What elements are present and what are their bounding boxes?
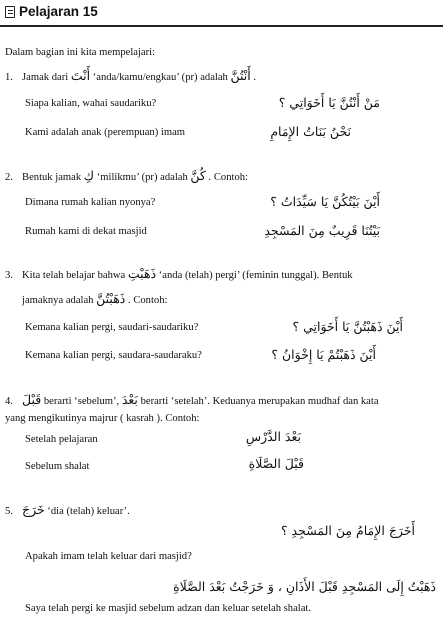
- section-1-example-2-ar: نَحْنُ بَنَاتُ الإِمَامِ: [270, 124, 351, 139]
- section-4-heading-line-2: yang mengikutinya majrur ( kasrah ). Contoh:: [5, 413, 200, 424]
- section-5-sentence-id: Saya telah pergi ke masjid sebelum adzan dan keluar setelah shalat.: [25, 603, 312, 614]
- section-1-text-post: .: [253, 72, 257, 83]
- section-5-question-id: Apakah imam telah keluar dari masjid?: [25, 551, 192, 562]
- section-5-heading: [5, 502, 130, 517]
- section-4-text-mid-2: berarti ‘setelah’. Keduanya merupakan mudhaf dan kata: [140, 396, 379, 407]
- section-4-arabic-word-1: قَبْلَ: [22, 392, 42, 407]
- intro-text: Dalam bagian ini kita mempelajari:: [5, 47, 156, 58]
- section-2-text-mid: ‘milikmu’ (pr) adalah: [96, 172, 188, 183]
- section-1-heading: [5, 68, 256, 83]
- section-1-example-2-id: Kami adalah anak (perempuan) imam: [25, 127, 186, 138]
- section-3-text-line2-post: . Contoh:: [128, 295, 168, 306]
- section-1-arabic-plural: أَنْتُنَّ: [230, 68, 251, 83]
- section-3-example-2-id: Kemana kalian pergi, saudara-saudaraku?: [25, 350, 202, 361]
- section-4-arabic-word-2: بَعْدَ: [121, 392, 138, 407]
- section-4-example-1-ar: بَعْدَ الدَّرْسِ: [245, 429, 301, 444]
- section-3-example-1-id: Kemana kalian pergi, saudari-saudariku?: [25, 322, 199, 333]
- section-3-arabic-word: ذَهَبْتِ: [127, 266, 157, 281]
- section-1-example-1-id: Siapa kalian, wahai saudariku?: [25, 98, 157, 109]
- section-4-example-1-id: Setelah pelajaran: [25, 434, 98, 445]
- section-4-heading-line-1: [5, 392, 379, 407]
- section-1-number: 1.: [5, 72, 13, 83]
- section-2-text-pre: Bentuk jamak: [22, 172, 82, 183]
- section-2-example-1-id: Dimana rumah kalian nyonya?: [25, 197, 156, 208]
- section-4-example-2-id: Sebelum shalat: [25, 461, 90, 472]
- section-2-example-1-ar: أَيْنَ بَيْتُكُنَّ يَا سَيِّدَاتُ ؟: [270, 194, 380, 209]
- section-3-example-1-ar: أَيْنَ ذَهَبْتُنَّ يَا أَخَوَاتِي ؟: [292, 319, 403, 334]
- section-2-text-post: . Contoh:: [208, 172, 248, 183]
- page-title: [5, 4, 98, 19]
- section-4-example-2-ar: قَبْلَ الصَّلَاةِ: [248, 456, 304, 471]
- section-2-heading: [5, 168, 248, 183]
- section-5-arabic-word: خَرَجَ: [22, 502, 45, 517]
- section-5-text-mid: ‘dia (telah) keluar’.: [47, 506, 130, 517]
- section-2-arabic-word: كِ: [83, 168, 95, 183]
- section-1-example-1-ar: مَنْ أَنْتُنَّ يَا أَخَوَاتِي ؟: [278, 95, 380, 110]
- section-3-example-2-ar: أَيْنَ ذَهَبْتُمْ يَا إِخْوَانُ ؟: [271, 347, 376, 362]
- section-2-number: 2.: [5, 172, 13, 183]
- section-4-number: 4.: [5, 396, 13, 407]
- section-5-number: 5.: [5, 506, 13, 517]
- section-3-heading-line-2: [22, 291, 167, 306]
- section-3-heading-line-1: [5, 266, 353, 281]
- section-5-sentence-ar: ذَهَبْتُ إِلَى المَسْجِدِ قَبْلَ الأَذَانِ ، وَ خَرَجْتُ بَعْدَ الصَّلَاةِ: [173, 579, 436, 594]
- section-4-text-mid-1: berarti ‘sebelum’,: [43, 396, 120, 407]
- document-icon: [5, 6, 15, 18]
- section-2-example-2-ar: بَيْتُنَا قَرِيبٌ مِنَ المَسْجِدِ: [264, 223, 380, 238]
- section-5-question-ar: أَخَرَجَ الإِمَامُ مِنَ المَسْجِدِ ؟: [280, 523, 415, 538]
- section-3-text-line2-pre: jamaknya adalah: [22, 295, 94, 306]
- section-2-arabic-plural: كُنَّ: [190, 168, 206, 183]
- page-title-text: Pelajaran 15: [19, 4, 98, 19]
- section-3-number: 3.: [5, 270, 13, 281]
- section-1-text-pre: Jamak dari: [22, 72, 69, 83]
- section-1-text-mid: ‘anda/kamu/engkau’ (pr) adalah: [92, 72, 228, 83]
- title-divider: [0, 25, 443, 27]
- section-2-example-2-id: Rumah kami di dekat masjid: [25, 226, 147, 237]
- section-3-text-pre: Kita telah belajar bahwa: [22, 270, 126, 281]
- section-3-arabic-plural: ذَهَبْتُنَّ: [96, 291, 126, 306]
- section-1-arabic-word: أَنْتَ: [70, 68, 91, 83]
- section-3-text-mid: ‘anda (telah) pergi’ (feminin tunggal). Bentuk: [158, 270, 353, 281]
